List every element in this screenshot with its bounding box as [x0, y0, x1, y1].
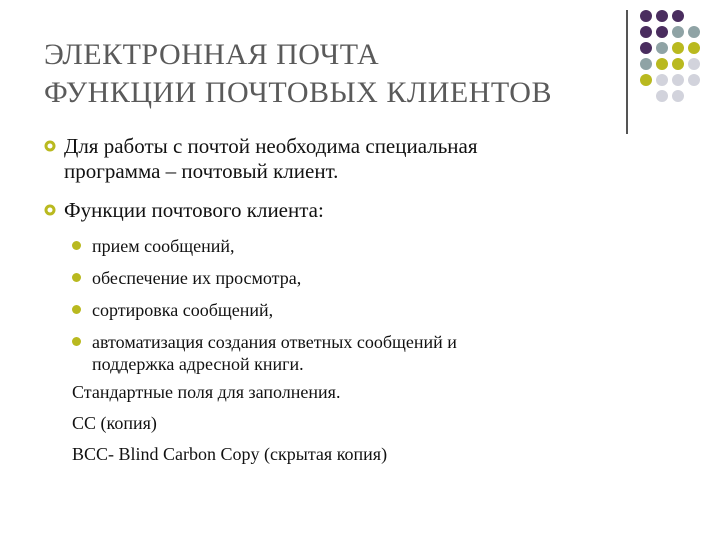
sub-bullet-text: прием сообщений,	[92, 236, 235, 256]
title-line-1: ЭЛЕКТРОННАЯ ПОЧТА	[44, 38, 380, 71]
plain-text-line: Стандартные поля для заполнения.	[72, 382, 341, 402]
bullet-text-line: программа – почтовый клиент.	[64, 159, 339, 183]
decorative-dot	[688, 42, 700, 54]
vertical-divider	[626, 10, 628, 134]
bullet-item	[44, 198, 684, 223]
decorative-dot	[640, 26, 652, 38]
decorative-dot	[640, 10, 652, 22]
decorative-dot	[656, 42, 668, 54]
sub-bullet-text: поддержка адресной книги.	[92, 354, 304, 374]
circle-bullet-icon	[44, 204, 56, 216]
decorative-dot	[656, 26, 668, 38]
decorative-dot	[672, 90, 684, 102]
dot-bullet-icon	[72, 241, 81, 250]
bullet-item	[44, 134, 684, 184]
decorative-dot	[672, 26, 684, 38]
decorative-dot	[672, 10, 684, 22]
decorative-dot-grid	[640, 10, 720, 120]
decorative-dot	[656, 10, 668, 22]
decorative-dot	[640, 58, 652, 70]
sub-bullet-text: сортировка сообщений,	[92, 300, 274, 320]
decorative-dot	[688, 58, 700, 70]
bullet-text-line: Для работы с почтой необходима специальная	[64, 134, 478, 158]
sub-bullet-item	[44, 299, 684, 321]
decorative-dot	[688, 74, 700, 86]
decorative-dot	[688, 26, 700, 38]
dot-bullet-icon	[72, 305, 81, 314]
decorative-dot	[640, 74, 652, 86]
bullet-text-line: Функции почтового клиента:	[64, 198, 324, 222]
dot-bullet-icon	[72, 337, 81, 346]
decorative-dot	[672, 74, 684, 86]
decorative-dot	[640, 42, 652, 54]
sub-bullet-text: обеспечение их просмотра,	[92, 268, 302, 288]
decorative-dot	[656, 90, 668, 102]
sub-bullet-item	[44, 331, 684, 375]
plain-text-line: СС (копия)	[72, 413, 157, 433]
sub-bullet-item	[44, 267, 684, 289]
decorative-dot	[656, 74, 668, 86]
decorative-dot	[672, 58, 684, 70]
circle-bullet-icon	[44, 140, 56, 152]
dot-bullet-icon	[72, 273, 81, 282]
decorative-dot	[656, 58, 668, 70]
plain-text-line: BCC- Blind Carbon Copy (скрытая копия)	[72, 444, 388, 464]
sub-bullet-text: автоматизация создания ответных сообщений и	[92, 332, 457, 352]
sub-bullet-item	[44, 235, 684, 257]
slide-title	[44, 36, 624, 112]
bullet-list	[44, 134, 684, 474]
title-line-2: ФУНКЦИИ ПОЧТОВЫХ КЛИЕНТОВ	[44, 76, 552, 109]
decorative-dot	[672, 42, 684, 54]
